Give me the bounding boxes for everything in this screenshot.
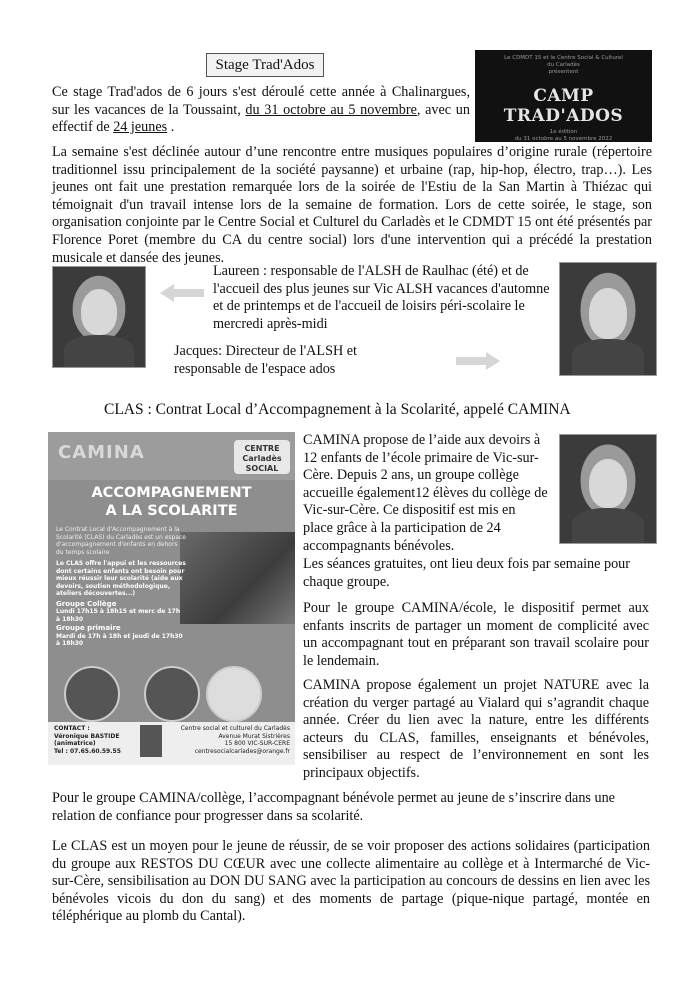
arrow-right-icon	[456, 350, 500, 372]
stage-count: 24 jeunes	[113, 119, 168, 136]
clas-paragraph-2: Les séances gratuites, ont lieu deux fois par semaine pour chaque groupe.	[303, 556, 630, 590]
photo-jacques	[559, 262, 657, 376]
clas-paragraph-1: CAMINA propose de l’aide aux devoirs à 12 enfants de l’école primaire de Vic-sur-Cère. Depuis 2 ans, un groupe collège accueille également12 élèves du collège de Vic-sur-Cère. Ce dispositif est mis en place grâce à la participation de 24 accompagnants bénévoles.	[303, 432, 548, 554]
caption-laureen: Laureen : responsable de l'ALSH de Raulhac (été) et de l'accueil des plus jeunes sur Vic ALSH vacances d'automne et de printemps et de l'accueil de loisirs péri-scolaire le mercredi après-midi	[213, 263, 550, 332]
section-title-clas: CLAS : Contrat Local d’Accompagnement à la Scolarité, appelé CAMINA	[104, 401, 571, 418]
clas-paragraph-6: Le CLAS est un moyen pour le jeune de réussir, de se voir proposer des actions solidaires (participation du groupe aux RESTOS DU CŒUR avec une collecte alimentaire au collège et à Intermarché de Vic-sur-Cère, sensibilisation au DON DU SANG avec la participation au concours de dessins en lien avec les bénévoles vicois du don du sang) et des moments de partage (pique-nique partagé, montée en téléphérique au plomb du Cantal).	[52, 838, 650, 925]
stage-dates: du 31 octobre au 5 novembre	[245, 101, 417, 118]
poster-circle-drawing	[206, 666, 262, 722]
centre-social-logo: CENTRE Carladès SOCIAL	[234, 440, 290, 474]
clas-paragraph-4: CAMINA propose également un projet NATURE avec la création du verger partagé au Vialard qui s’agrandit chaque année. Créer du lien avec la nature, entre les différents acteurs du CLAS, familles, enseignants et bénévoles, sensibiliser au respect de l’environnement en sont les principaux objectifs.	[303, 677, 649, 781]
stage-intro: Ce stage Trad'ados de 6 jours s'est déroulé cette année à Chalinargues, sur les vacances de la Toussaint, du 31 octobre au 5 novembre, avec un effectif de 24 jeunes .	[52, 84, 470, 136]
clas-paragraph-5: Pour le groupe CAMINA/collège, l’accompagnant bénévole permet au jeune de s’inscrire dans une relation de confiance pour progresser dans sa scolarité.	[52, 790, 615, 824]
stage-paragraph: La semaine s'est déclinée autour d’une rencontre entre musiques populaires d’origine rurale (répertoire traditionnel issu principalement de la société paysanne) et urbaine (rap, hip-hop, électro, trap…). Les jeunes ont fait une prestation remarquée lors de la soirée de l'Estiu de la San Martin à Thiézac qui témoignait d'un travail intense lors de la semaine de formation. Lors de cette soirée, le stage, son organisation conjointe par le Centre Social et Culturel du Carladès et le CDMDT 15 ont été présentés par Florence Poret (membre du CA du centre social) lors d'une intervention qui a précédé la prestation musicale et dansée des jeunes.	[52, 144, 652, 266]
photo-clas-animatrice	[559, 434, 657, 544]
caf-logo	[140, 725, 162, 757]
poster-headline: CAMP TRAD'ADOS	[503, 86, 624, 126]
camina-poster: CAMINA CENTRE Carladès SOCIAL ACCOMPAGNEMENT A LA SCOLARITE Le Contrat Local d'Accompagnement à la Scolarité (CLAS) du Carladès est un espace d'accompagnement d'enfants en dehors du temps scolaire Le CLAS offre l'appui et les ressources dont certains enfants ont besoin pour mieux réussir leur scolarité (aide aux devoirs, soutien méthodologique, ateliers découvertes...) Groupe Collège Lundi 17h15 à 18h15 et merc de 17h à 18h30 Groupe primaire Mardi de 17h à 18h et jeudi de 17h30 à 18h30 CONTACT : Véronique BASTIDE (animatrice) Tel : 07.65.60.59.55 Centre social et culturel du Carladès Avenue Murat Sistrières 15 800 VIC-SUR-CERE centresocialcarlades@orange.fr	[48, 432, 295, 765]
camp-trad-ados-poster: Le CDMDT 15 et le Centre Social & Culturel du Carladès présentent CAMP TRAD'ADOS 1e édition du 31 octobre au 5 novembre 2022	[475, 50, 652, 142]
clas-paragraph-3: Pour le groupe CAMINA/école, le dispositif permet aux enfants inscrits de partager un moment de complicité avec un accompagnant tout en préparant son travail scolaire pour le lendemain.	[303, 600, 649, 669]
section-title-stage: Stage Trad'Ados	[206, 53, 324, 77]
poster-circle-photo	[144, 666, 200, 722]
arrow-left-icon	[160, 282, 204, 304]
poster-circle-photo	[64, 666, 120, 722]
caption-jacques: Jacques: Directeur de l'ALSH et responsable de l'espace ados	[174, 343, 357, 377]
photo-laureen	[52, 266, 146, 368]
poster-photo	[180, 532, 295, 624]
